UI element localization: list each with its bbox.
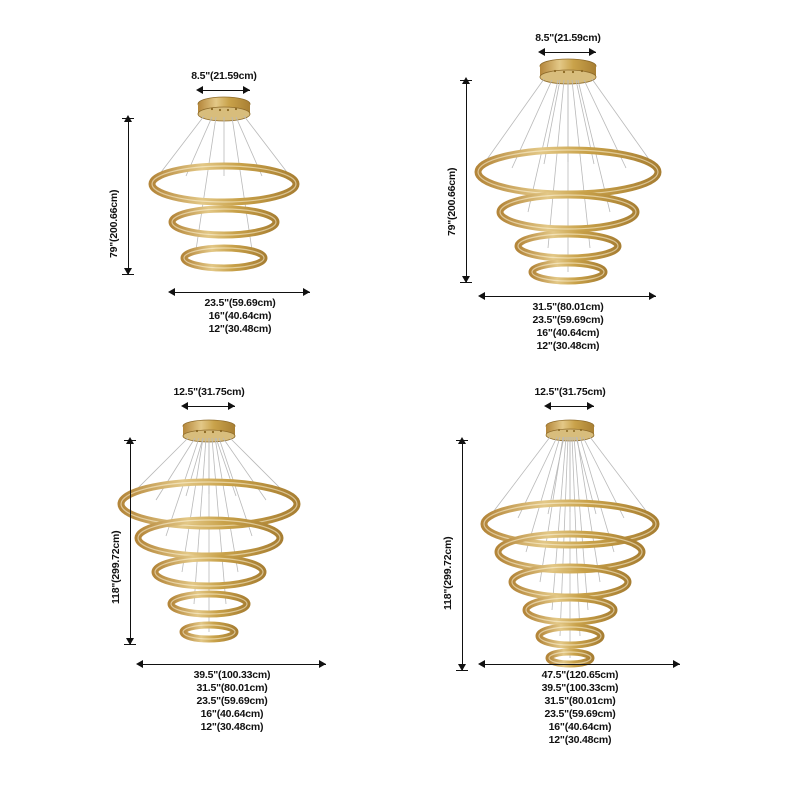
height-dim-tick-bottom: [122, 274, 134, 275]
ring-width-dim-line: [138, 664, 326, 665]
figure-three-ring-chandelier: [0, 0, 400, 400]
ring-diameter-label-4: 23.5"(59.69cm): [544, 708, 616, 720]
ring-width-arrow-right: [319, 660, 326, 668]
ring-width-arrow-left: [168, 288, 175, 296]
ring-diameter-label-4: 16"(40.64cm): [200, 708, 264, 720]
height-dim-tick-top: [456, 440, 468, 441]
canopy-dim-arrow-right: [587, 402, 594, 410]
overall-height-label: 79"(200.66cm): [108, 189, 120, 258]
ring-width-arrow-left: [136, 660, 143, 668]
ring-width-dim-line: [170, 292, 310, 293]
height-dim-tick-bottom: [460, 282, 472, 283]
panel-three-ring-chandelier-79in: [0, 0, 400, 400]
ring-diameter-label-2: 23.5"(59.69cm): [532, 314, 604, 326]
ring-diameter-label-2: 39.5"(100.33cm): [541, 682, 619, 694]
panel-four-ring-chandelier-79in: [400, 0, 800, 400]
ring-width-arrow-right: [649, 292, 656, 300]
height-dim-line: [128, 118, 129, 274]
overall-height-label: 79"(200.66cm): [446, 167, 458, 236]
ring-diameter-label-3: 12"(30.48cm): [208, 323, 272, 335]
ring-diameter-label-6: 12"(30.48cm): [548, 734, 612, 746]
height-dim-line: [130, 440, 131, 644]
ring-diameter-label-1: 31.5"(80.01cm): [532, 301, 604, 313]
height-dim-tick-top: [124, 440, 136, 441]
ring-diameter-label-1: 23.5"(59.69cm): [204, 297, 276, 309]
figure-five-ring-chandelier: [0, 400, 400, 800]
ring-width-arrow-left: [478, 660, 485, 668]
height-dim-tick-top: [122, 118, 134, 119]
canopy-dim-arrow-right: [228, 402, 235, 410]
canopy-width-label: 12.5"(31.75cm): [173, 386, 245, 398]
ring-diameter-label-2: 16"(40.64cm): [208, 310, 272, 322]
canopy-dim-line: [540, 52, 596, 53]
ring-diameter-labels: [142, 669, 322, 734]
ring-diameter-labels: [150, 297, 330, 336]
canopy-dim-arrow-left: [544, 402, 551, 410]
ring-diameter-label-4: 12"(30.48cm): [536, 340, 600, 352]
ring-diameter-label-1: 39.5"(100.33cm): [193, 669, 271, 681]
ring-diameter-label-5: 16"(40.64cm): [548, 721, 612, 733]
canopy-dim-arrow-right: [243, 86, 250, 94]
overall-height-label: 118"(299.72cm): [110, 530, 122, 604]
canopy-dim-arrow-right: [589, 48, 596, 56]
ring-diameter-label-3: 16"(40.64cm): [536, 327, 600, 339]
overall-height-label: 118"(299.72cm): [442, 536, 454, 610]
canopy-dim-arrow-left: [538, 48, 545, 56]
canopy-width-label: 8.5"(21.59cm): [535, 32, 601, 44]
ring-diameter-label-3: 23.5"(59.69cm): [196, 695, 268, 707]
height-dim-line: [466, 80, 467, 282]
ring-width-dim-line: [480, 296, 656, 297]
ring-diameter-label-1: 47.5"(120.65cm): [541, 669, 619, 681]
height-dim-line: [462, 440, 463, 670]
ring-width-arrow-left: [478, 292, 485, 300]
panel-six-ring-chandelier-118in: [400, 386, 800, 800]
ring-diameter-label-2: 31.5"(80.01cm): [196, 682, 268, 694]
ring-width-arrow-right: [673, 660, 680, 668]
ring-diameter-labels: [478, 301, 658, 353]
canopy-width-label: 12.5"(31.75cm): [534, 386, 606, 398]
canopy-width-label: 8.5"(21.59cm): [191, 70, 257, 82]
height-dim-tick-bottom: [456, 670, 468, 671]
ring-diameter-label-3: 31.5"(80.01cm): [544, 695, 616, 707]
panel-five-ring-chandelier-118in: [0, 386, 400, 800]
ring-width-arrow-right: [303, 288, 310, 296]
canopy-dim-arrow-left: [196, 86, 203, 94]
height-dim-tick-bottom: [124, 644, 136, 645]
ring-diameter-label-5: 12"(30.48cm): [200, 721, 264, 733]
canopy-dim-arrow-left: [181, 402, 188, 410]
ring-width-dim-line: [480, 664, 680, 665]
height-dim-tick-top: [460, 80, 472, 81]
ring-diameter-labels: [490, 669, 670, 747]
